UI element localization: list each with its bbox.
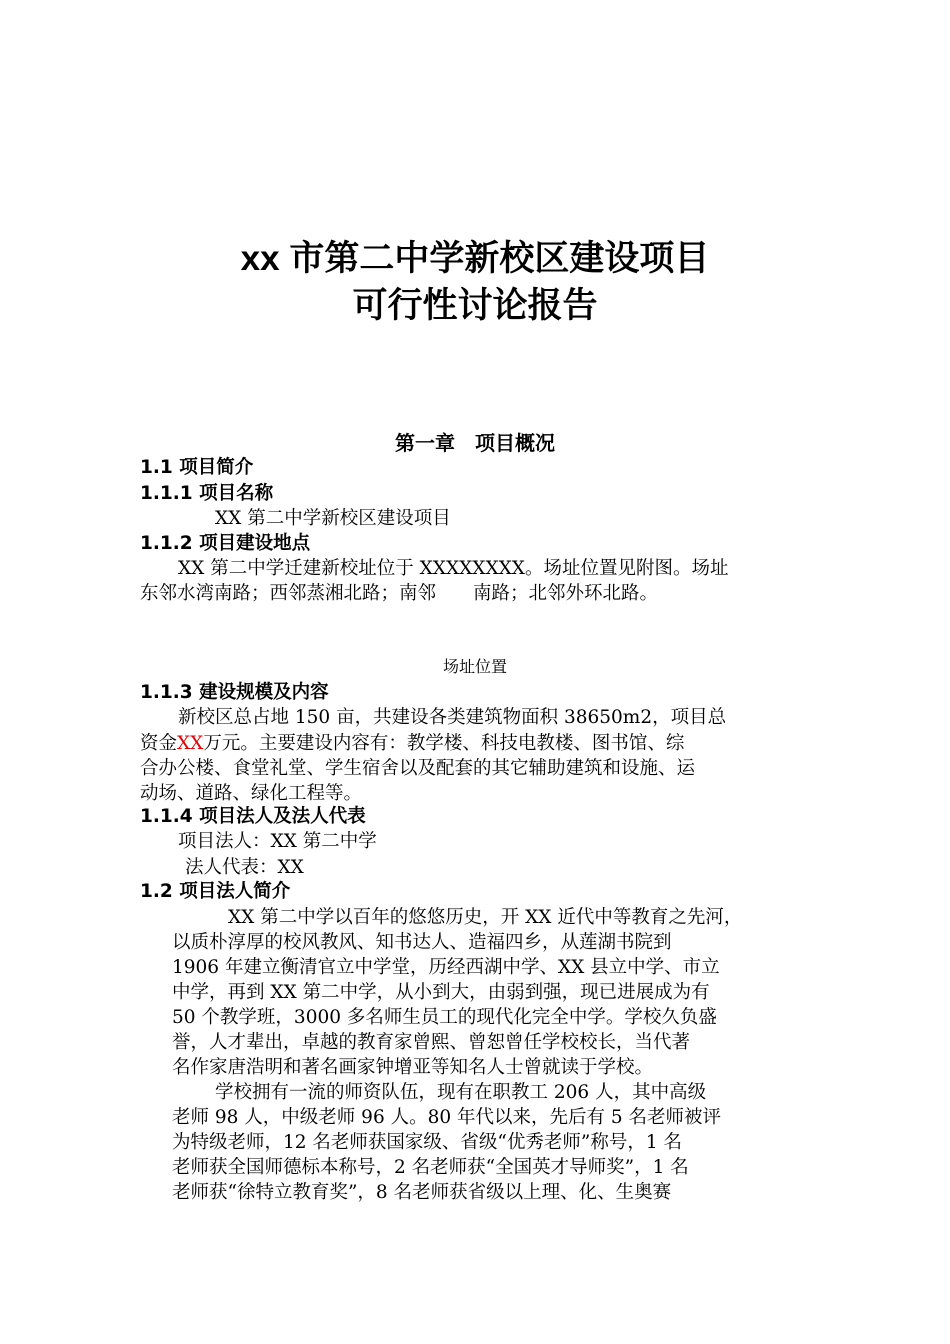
chapter-heading: 第一章 项目概况 xyxy=(395,431,555,455)
legal-person-text: 项目法人：XX 第二中学 xyxy=(178,831,377,852)
intro-p1-line-1: XX 第二中学以百年的悠悠历史，开 XX 近代中等教育之先河， xyxy=(228,907,743,928)
intro-p1-line-7: 名作家唐浩明和著名画家钟增亚等知名人士曾就读于学校。 xyxy=(172,1057,654,1078)
location-line-2: 东邻水湾南路；西邻蒸湘北路；南邻 南路；北邻外环北路。 xyxy=(140,583,659,604)
scale-line-3: 合办公楼、食堂礼堂、学生宿舍以及配套的其它辅助建筑和设施、运 xyxy=(140,758,696,779)
scale-line-2-suffix: 万元。主要建设内容有：教学楼、科技电教楼、图书馆、综 xyxy=(203,733,685,754)
intro-p2-line-4: 老师获全国师德标本称号，2 名老师获“全国英才导师奖”，1 名 xyxy=(172,1157,689,1178)
scale-line-1: 新校区总占地 150 亩，共建设各类建筑物面积 38650m2，项目总 xyxy=(178,707,727,728)
intro-p2-line-3: 为特级老师，12 名老师获国家级、省级“优秀老师”称号，1 名 xyxy=(172,1132,682,1153)
section-heading-1-1-4: 1.1.4 项目法人及法人代表 xyxy=(140,806,366,827)
intro-p2-line-1: 学校拥有一流的师资队伍，现有在职教工 206 人，其中高级 xyxy=(215,1082,707,1103)
scale-line-2 xyxy=(140,731,684,756)
intro-p1-line-5: 50 个教学班，3000 多名师生员工的现代化完全中学。学校久负盛 xyxy=(172,1007,717,1028)
intro-p1-line-4: 中学，再到 XX 第二中学，从小到大，由弱到强，现已进展成为有 xyxy=(172,982,710,1003)
intro-p1-line-2: 以质朴淳厚的校风教风、知书达人、造福四乡，从莲湖书院到 xyxy=(172,932,672,953)
intro-p1-line-3: 1906 年建立衡清官立中学堂，历经西湖中学、XX 县立中学、市立 xyxy=(172,957,720,978)
intro-p2-line-5: 老师获“徐特立教育奖”，8 名老师获省级以上理、化、生奥赛 xyxy=(172,1182,672,1203)
scale-line-4: 动场、道路、绿化工程等。 xyxy=(140,783,363,804)
fund-amount-placeholder: XX xyxy=(177,733,204,754)
section-heading-1-1-1: 1.1.1 项目名称 xyxy=(140,483,274,504)
intro-p2-line-2: 老师 98 人，中级老师 96 人。80 年代以来，先后有 5 名老师被评 xyxy=(172,1107,722,1128)
section-heading-1-1: 1.1 项目简介 xyxy=(140,457,254,478)
section-heading-1-1-2: 1.1.2 项目建设地点 xyxy=(140,533,311,554)
intro-p1-line-6: 誉，人才辈出，卓越的教育家曾熙、曾恕曾任学校校长，当代著 xyxy=(172,1032,691,1053)
report-title-line-2: 可行性讨论报告 xyxy=(352,286,598,325)
figure-caption: 场址位置 xyxy=(442,657,507,676)
section-heading-1-2: 1.2 项目法人简介 xyxy=(140,881,291,902)
report-title-line-1: xx 市第二中学新校区建设项目 xyxy=(240,239,710,278)
scale-line-2-prefix: 资金 xyxy=(140,733,178,754)
location-line-1: XX 第二中学迁建新校址位于 XXXXXXXX。场址位置见附图。场址 xyxy=(178,558,729,579)
section-heading-1-1-3: 1.1.3 建设规模及内容 xyxy=(140,682,329,703)
legal-representative-text: 法人代表：XX xyxy=(185,857,304,878)
project-name-text: XX 第二中学新校区建设项目 xyxy=(215,508,451,529)
